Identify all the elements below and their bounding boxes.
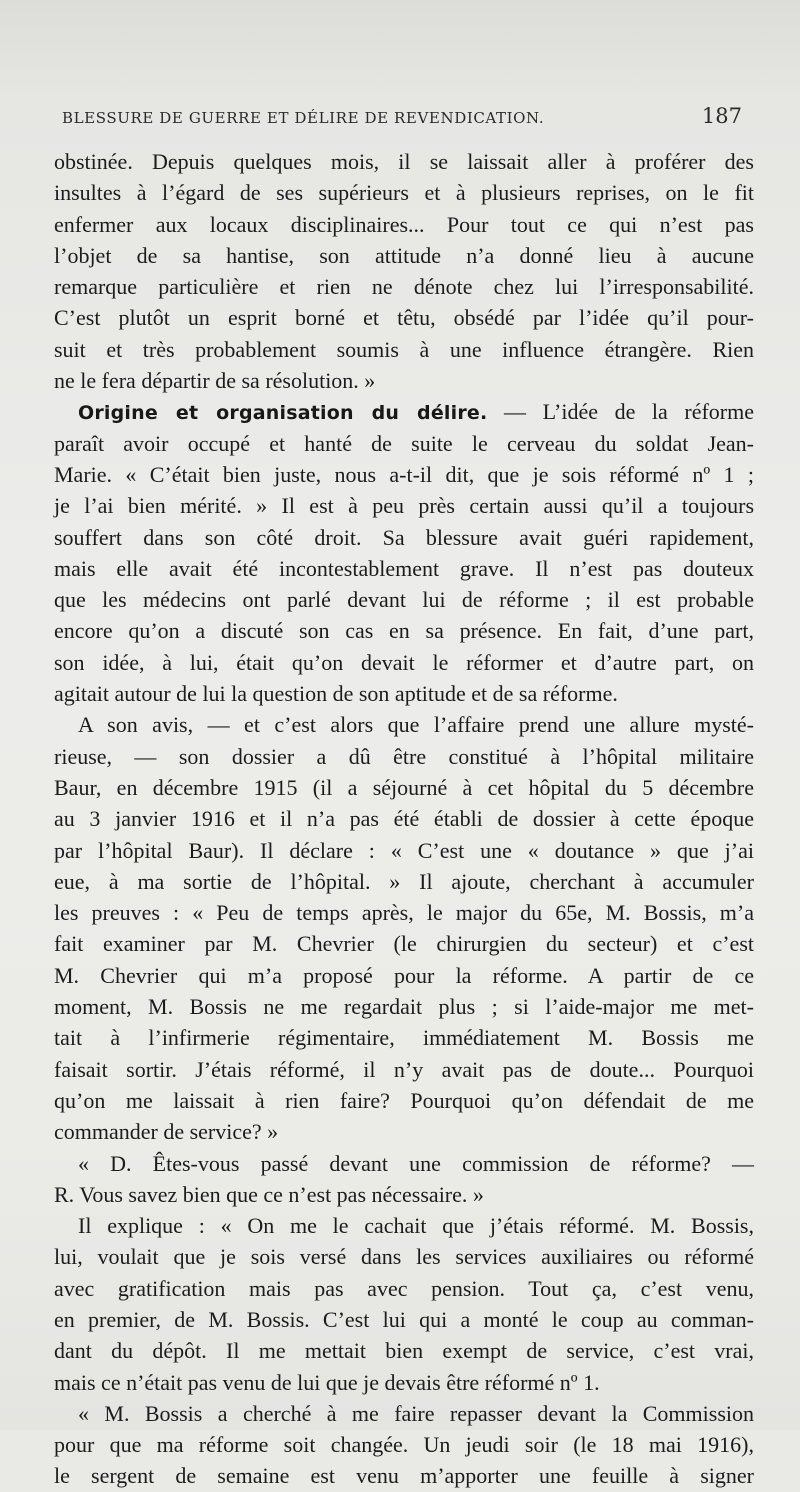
text-line: en premier, de M. Bossis. C’est lui qui a monté le coup au comman-	[54, 1306, 754, 1332]
text-line: tait à l’infirmerie régimentaire, immédiatement M. Bossis me	[54, 1025, 754, 1051]
section-heading: Origine et organisation du délire.	[78, 402, 488, 425]
text-line: dant du dépôt. Il me mettait bien exempt de service, c’est vrai,	[54, 1338, 754, 1364]
section-first-line-text: — L’idée de la réforme	[504, 399, 755, 425]
text-line: moment, M. Bossis ne me regardait plus ; si l’aide-major me met-	[54, 994, 754, 1020]
text-line: lui, voulait que je sois versé dans les services auxiliaires ou réformé	[54, 1244, 754, 1270]
text-line: eue, à ma sortie de l’hôpital. » Il ajoute, cherchant à accumuler	[54, 868, 754, 894]
text-line: A son avis, — et c’est alors que l’affaire prend une allure mysté-	[78, 712, 754, 738]
text-line: souffert dans son côté droit. Sa blessure avait guéri rapidement,	[54, 524, 754, 550]
text-line: faisait sortir. J’étais réformé, il n’y avait pas de doute... Pourquoi	[54, 1056, 754, 1082]
text-line: avec gratification mais pas avec pension. Tout ça, c’est venu,	[54, 1275, 754, 1301]
text-line: paraît avoir occupé et hanté de suite le cerveau du soldat Jean-	[54, 430, 754, 456]
text-line: fait examiner par M. Chevrier (le chirurgien du secteur) et c’est	[54, 931, 754, 957]
text-line: insultes à l’égard de ses supérieurs et à plusieurs reprises, on le fit	[54, 180, 754, 206]
text-line: que les médecins ont parlé devant lui de réforme ; il est probable	[54, 587, 754, 613]
text-line: Il explique : « On me le cachait que j’étais réformé. M. Bossis,	[78, 1213, 754, 1239]
section-first-line	[54, 396, 754, 427]
running-title: BLESSURE DE GUERRE ET DÉLIRE DE REVENDICATION.	[62, 109, 545, 127]
text-line: remarque particulière et rien ne dénote chez lui l’irresponsabilité.	[54, 274, 754, 300]
text-line: C’est plutôt un esprit borné et têtu, obsédé par l’idée qu’il pour-	[54, 305, 754, 331]
body-text	[54, 146, 754, 1492]
text-line: encore qu’on a discuté son cas en sa présence. En fait, d’une part,	[54, 618, 754, 644]
text-line: par l’hôpital Baur). Il déclare : « C’est une « doutance » que j’ai	[54, 837, 754, 863]
text-line: Baur, en décembre 1915 (il a séjourné à cet hôpital du 5 décembre	[54, 774, 754, 800]
text-line: enfermer aux locaux disciplinaires... Pour tout ce qui n’est pas	[54, 211, 754, 237]
text-line: qu’on me laissait à rien faire? Pourquoi qu’on défendait de me	[54, 1087, 754, 1113]
text-line: suit et très probablement soumis à une influence étrangère. Rien	[54, 336, 754, 362]
text-line: rieuse, — son dossier a dû être constitué à l’hôpital militaire	[54, 743, 754, 769]
text-line: au 3 janvier 1916 et il n’a pas été établi de dossier à cette époque	[54, 806, 754, 832]
text-line: mais ce n’était pas venu de lui que je devais être réformé nº 1.	[54, 1369, 600, 1395]
text-line: commander de service? »	[54, 1119, 279, 1145]
text-line: l’objet de sa hantise, son attitude n’a donné lieu à aucune	[54, 242, 754, 268]
text-line: son idée, à lui, était qu’on devait le réformer et d’autre part, on	[54, 649, 754, 675]
text-line: « D. Êtes-vous passé devant une commission de réforme? —	[78, 1150, 754, 1176]
text-line: ne le fera départir de sa résolution. »	[54, 368, 376, 394]
text-line: mais elle avait été incontestablement grave. Il n’est pas douteux	[54, 555, 754, 581]
text-line: le sergent de semaine est venu m’apporter une feuille à signer	[54, 1463, 754, 1489]
text-line: R. Vous savez bien que ce n’est pas nécessaire. »	[54, 1181, 484, 1207]
text-line: M. Chevrier qui m’a proposé pour la réforme. A partir de ce	[54, 962, 754, 988]
running-head	[62, 104, 742, 140]
page-number: 187	[701, 104, 742, 128]
text-line: agitait autour de lui la question de son aptitude et de sa réforme.	[54, 681, 618, 707]
text-line: obstinée. Depuis quelques mois, il se laissait aller à proférer des	[54, 149, 754, 174]
text-line: Marie. « C’était bien juste, nous a-t-il dit, que je sois réformé nº 1 ;	[54, 461, 754, 487]
text-line: pour que ma réforme soit changée. Un jeudi soir (le 18 mai 1916),	[54, 1432, 754, 1458]
text-line: les preuves : « Peu de temps après, le major du 65e, M. Bossis, m’a	[54, 900, 754, 926]
text-line: « M. Bossis a cherché à me faire repasser devant la Commission	[78, 1400, 754, 1426]
text-line: je l’ai bien mérité. » Il est à peu près certain aussi qu’il a toujours	[54, 493, 754, 519]
